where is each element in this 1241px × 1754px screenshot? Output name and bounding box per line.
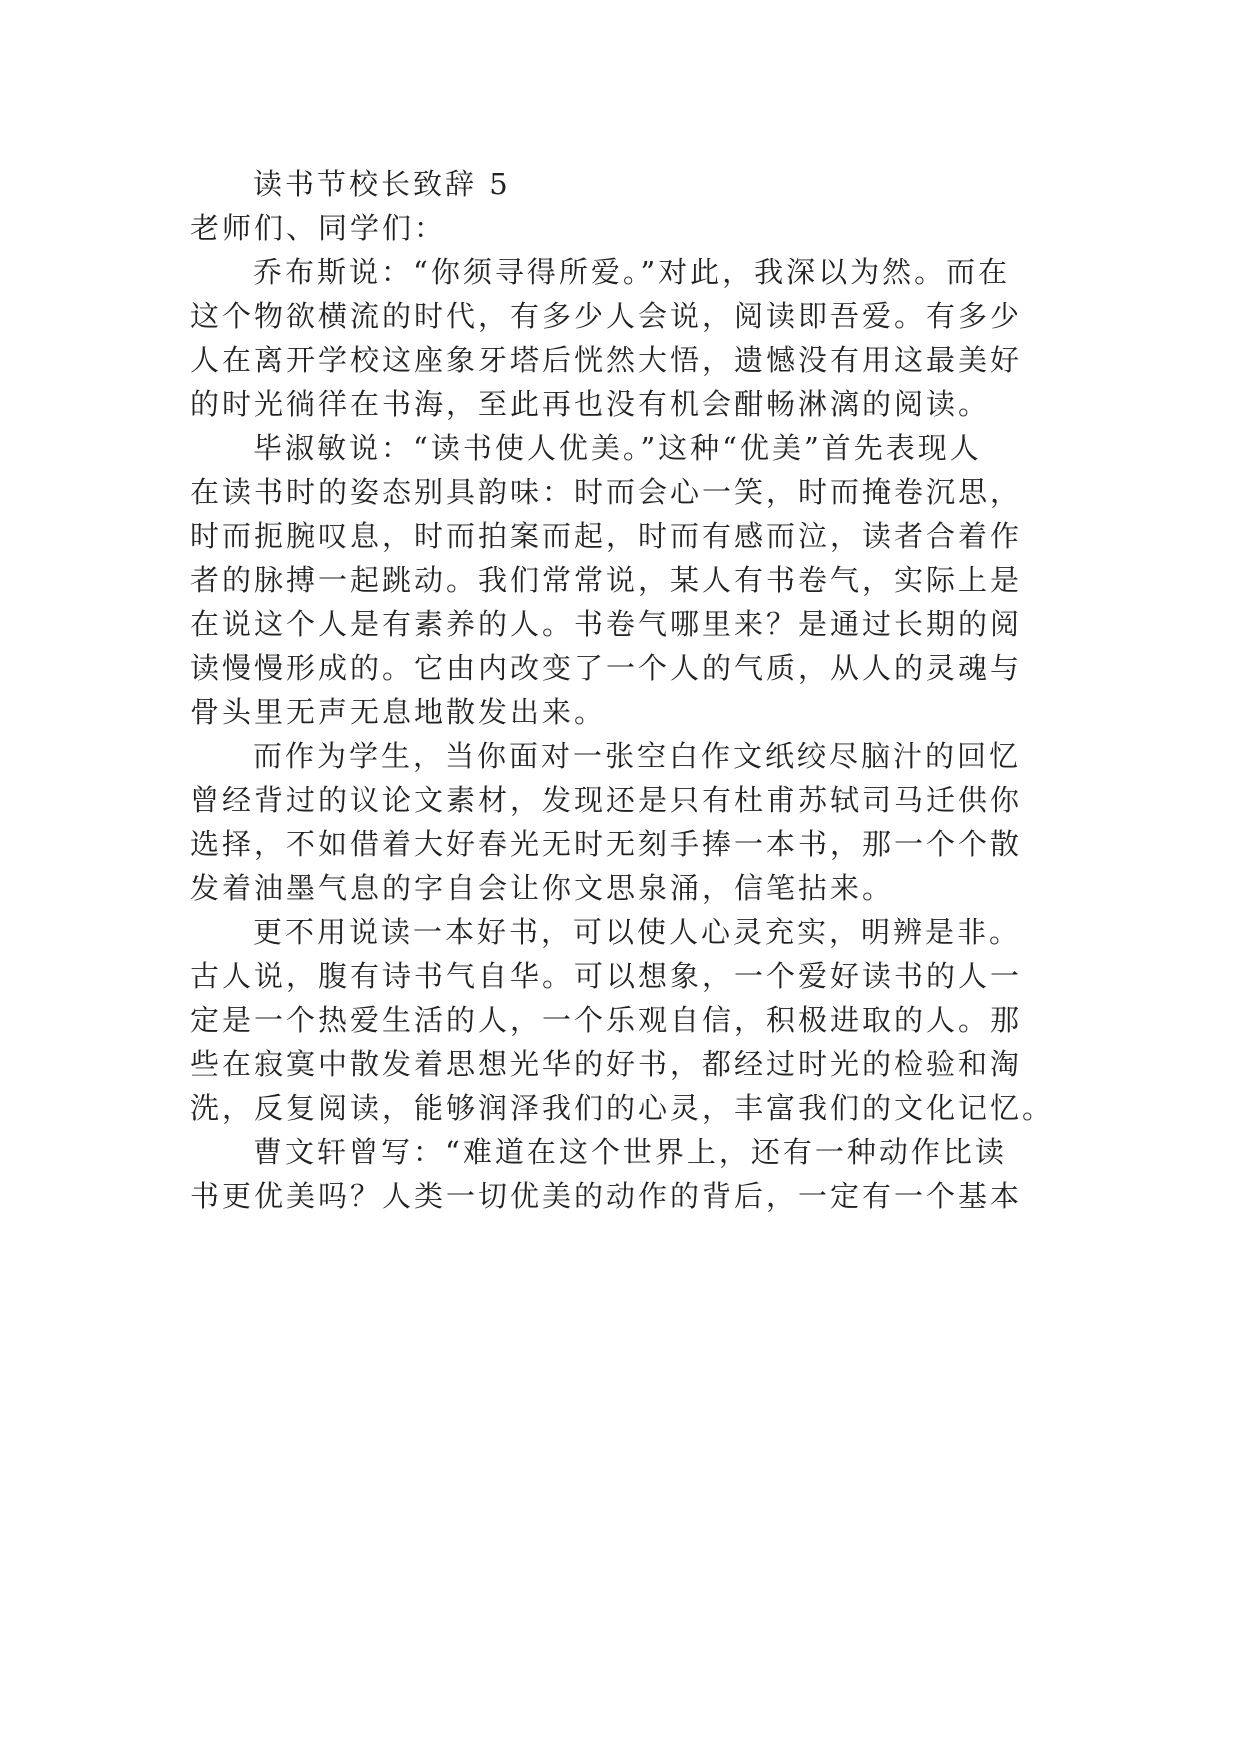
- paragraph-line: 的时光徜徉在书海，至此再也没有机会酣畅淋漓的阅读。: [190, 387, 991, 421]
- paragraph-line: 曾经背过的议论文素材，发现还是只有杜甫苏轼司马迁供你: [190, 783, 1023, 817]
- paragraph-line: 洗，反复阅读，能够润泽我们的心灵，丰富我们的文化记忆。: [190, 1091, 1055, 1125]
- paragraph-line: 毕淑敏说：“读书使人优美。”这种“优美”首先表现人: [253, 431, 982, 465]
- paragraph-line: 些在寂寞中散发着思想光华的好书，都经过时光的检验和淘: [190, 1047, 1023, 1081]
- paragraph-line: 在说这个人是有素养的人。书卷气哪里来？是通过长期的阅: [190, 607, 1023, 641]
- paragraph-line: 这个物欲横流的时代，有多少人会说，阅读即吾爱。有多少: [190, 299, 1023, 333]
- paragraph-line: 在读书时的姿态别具韵味：时而会心一笑，时而掩卷沉思，: [190, 475, 1023, 509]
- paragraph-line: 发着油墨气息的字自会让你文思泉涌，信笔拈来。: [190, 871, 895, 905]
- paragraph-line: 书更优美吗？人类一切优美的动作的背后，一定有一个基本: [190, 1179, 1023, 1213]
- paragraph-line: 而作为学生，当你面对一张空白作文纸绞尽脑汁的回忆: [253, 739, 1022, 773]
- paragraph-line: 读慢慢形成的。它由内改变了一个人的气质，从人的灵魂与: [190, 651, 1023, 685]
- paragraph-line: 乔布斯说：“你须寻得所爱。”对此，我深以为然。而在: [253, 255, 1011, 289]
- paragraph-line: 定是一个热爱生活的人，一个乐观自信，积极进取的人。那: [190, 1003, 1023, 1037]
- paragraph-line: 者的脉搏一起跳动。我们常常说，某人有书卷气，实际上是: [190, 563, 1023, 597]
- document-title: 读书节校长致辞 5: [253, 167, 511, 201]
- paragraph-line: 人在离开学校这座象牙塔后恍然大悟，遗憾没有用这最美好: [190, 343, 1023, 377]
- paragraph-line: 选择，不如借着大好春光无时无刻手捧一本书，那一个个散: [190, 827, 1023, 861]
- paragraph-line: 骨头里无声无息地散发出来。: [190, 695, 607, 729]
- paragraph-line: 古人说，腹有诗书气自华。可以想象，一个爱好读书的人一: [190, 959, 1023, 993]
- greeting: 老师们、同学们：: [190, 211, 447, 245]
- paragraph-line: 更不用说读一本好书，可以使人心灵充实，明辨是非。: [253, 915, 1022, 949]
- paragraph-line: 曹文轩曾写：“难道在这个世界上，还有一种动作比读: [253, 1135, 1007, 1169]
- paragraph-line: 时而扼腕叹息，时而拍案而起，时而有感而泣，读者合着作: [190, 519, 1023, 553]
